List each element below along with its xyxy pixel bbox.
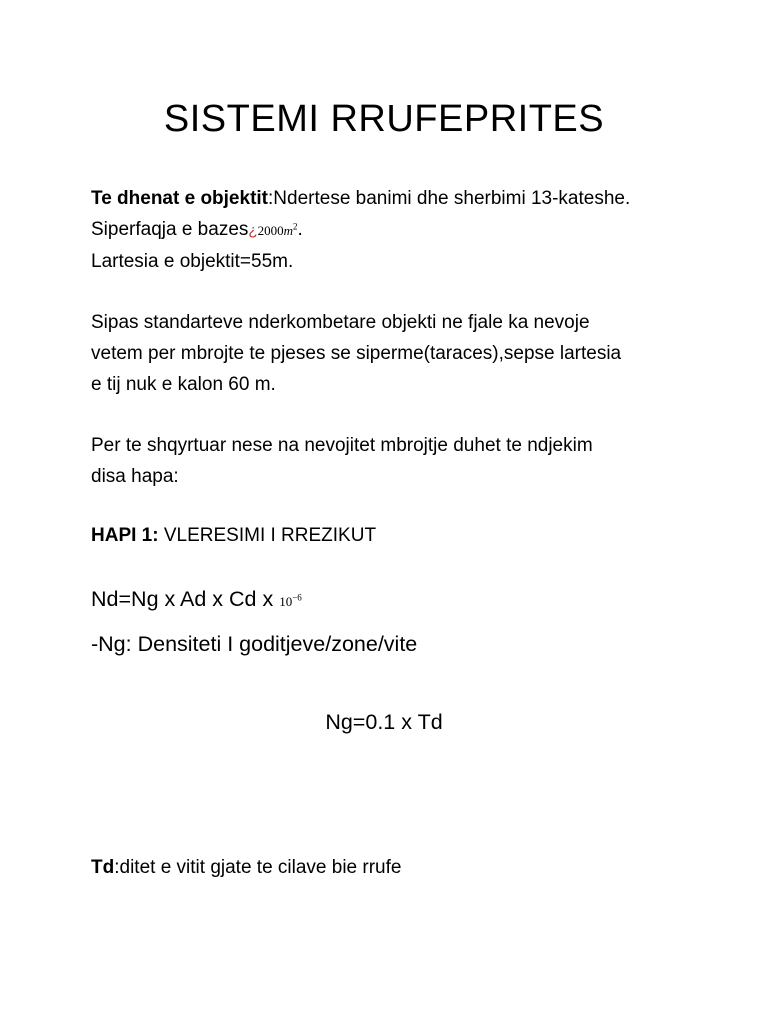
base-area-value: $2000m^2$ [257, 221, 298, 238]
paragraph-2-line-1: Per te shqyrtuar nese na nevojitet mbrojtje duhet te ndjekim [91, 435, 593, 456]
object-data-text: :Ndertese banimi dhe sherbimi 13-kateshe. [268, 188, 631, 209]
base-area-period: . [297, 219, 303, 240]
base-area-text: Siperfaqja e bazes [91, 219, 249, 240]
step-label: HAPI 1: [91, 525, 159, 546]
paragraph-1-line-2: vetem per mbrojte te pjeses se siperme(taraces),sepse lartesia [91, 343, 622, 364]
ng-definition: -Ng: Densiteti I goditjeve/zone/vite [91, 632, 418, 656]
paragraph-1-line-1: Sipas standarteve nderkombetare objekti ne fjale ka nevoje [91, 312, 590, 333]
object-data-line [91, 188, 630, 210]
formula-power: $10^{-6}$ [279, 592, 302, 609]
placeholder-glyph: ¿ [248, 222, 258, 239]
paragraph-2-line-2: disa hapa: [91, 466, 179, 487]
risk-formula [91, 587, 302, 612]
step-title: VLERESIMI I RREZIKUT [158, 525, 377, 546]
paragraph-1-line-3: e tij nuk e kalon 60 m. [91, 374, 276, 395]
td-definition [91, 857, 401, 879]
step-heading [91, 525, 376, 547]
td-label: Td [91, 857, 115, 878]
page-title: SISTEMI RRUFEPRITES [163, 98, 605, 140]
base-area-line [91, 219, 303, 241]
ng-formula: Ng=0.1 x Td [325, 710, 443, 734]
td-text: :ditet e vitit gjate te cilave bie rrufe [114, 857, 402, 878]
height-line: Lartesia e objektit=55m. [91, 251, 294, 272]
object-data-label: Te dhenat e objektit [91, 188, 269, 209]
formula-text: Nd=Ng x Ad x Cd x [91, 587, 280, 611]
